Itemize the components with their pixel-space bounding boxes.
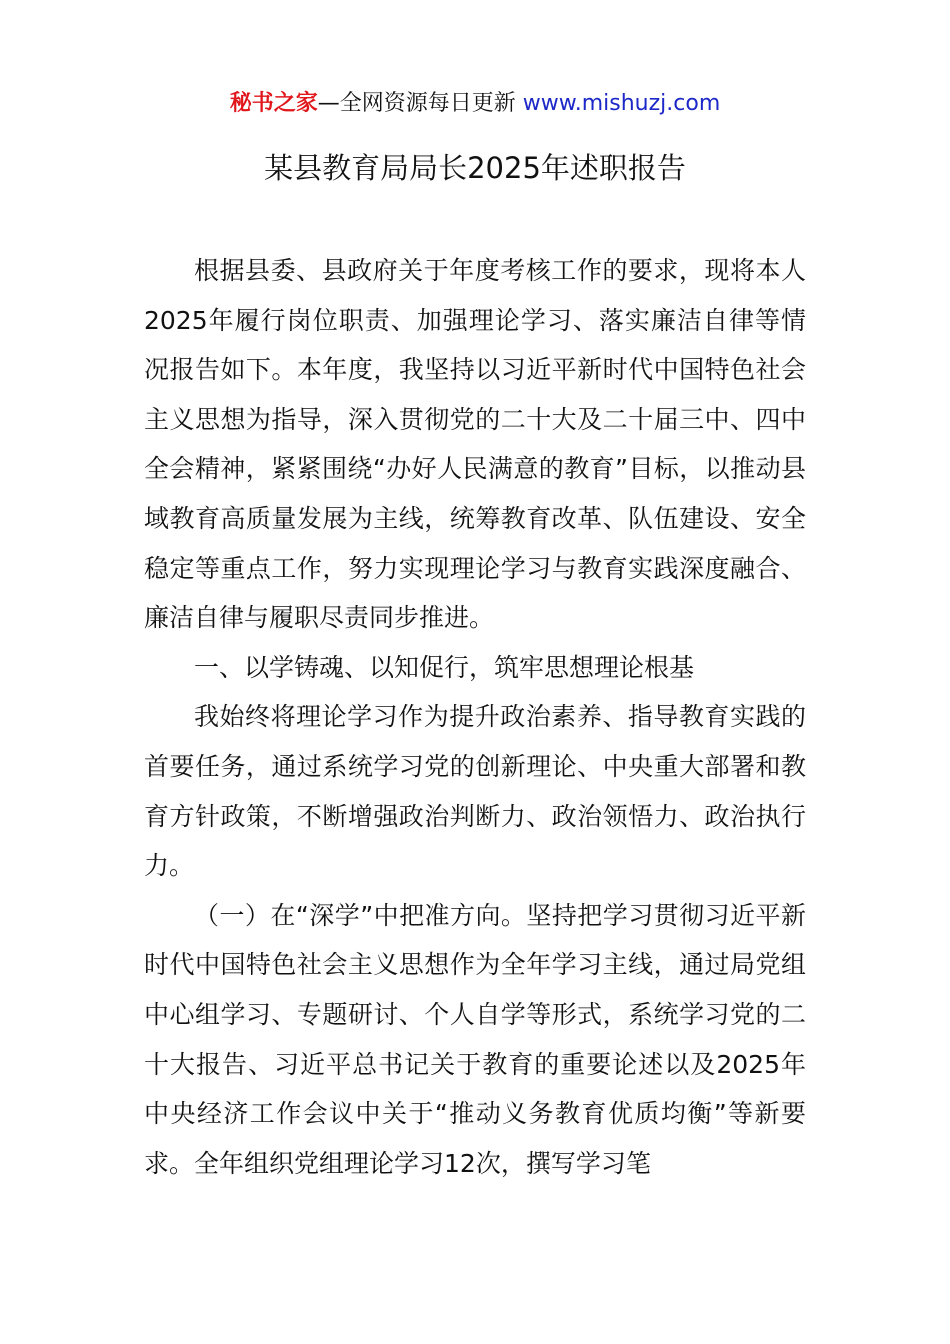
site-tagline: —全网资源每日更新 <box>317 91 523 116</box>
section-paragraph: 我始终将理论学习作为提升政治素养、指导教育实践的首要任务，通过系统学习党的创新理论、中央重大部署和教育方针政策，不断增强政治判断力、政治领悟力、政治执行力。 <box>144 702 806 881</box>
document-title: 某县教育局局长2025年述职报告 <box>264 151 686 185</box>
section-heading: 一、以学铸魂、以知促行，筑牢思想理论根基 <box>194 652 695 682</box>
document-body <box>144 246 806 1188</box>
intro-paragraph: 根据县委、县政府关于年度考核工作的要求，现将本人2025年履行岗位职责、加强理论学习、落实廉洁自律等情况报告如下。本年度，我坚持以习近平新时代中国特色社会主义思想为指导，深入贯彻党的二十大及二十届三中、四中全会精神，紧紧围绕“办好人民满意的教育”目标，以推动县域教育高质量发展为主线，统筹教育改革、队伍建设、安全稳定等重点工作，努力实现理论学习与教育实践深度融合、廉洁自律与履职尽责同步推进。 <box>144 256 806 633</box>
subsection-paragraph: （一）在“深学”中把准方向。坚持把学习贯彻习近平新时代中国特色社会主义思想作为全年学习主线，通过局党组中心组学习、专题研讨、个人自学等形式，系统学习党的二十大报告、习近平总书记关于教育的重要论述以及2025年中央经济工作会议中关于“推动义务教育优质均衡”等新要求。全年组织党组理论学习12次，撰写学习笔 <box>144 900 806 1178</box>
site-url-link[interactable]: www.mishuzj.com <box>522 91 721 116</box>
site-header <box>0 88 950 120</box>
site-brand: 秘书之家 <box>229 91 318 116</box>
